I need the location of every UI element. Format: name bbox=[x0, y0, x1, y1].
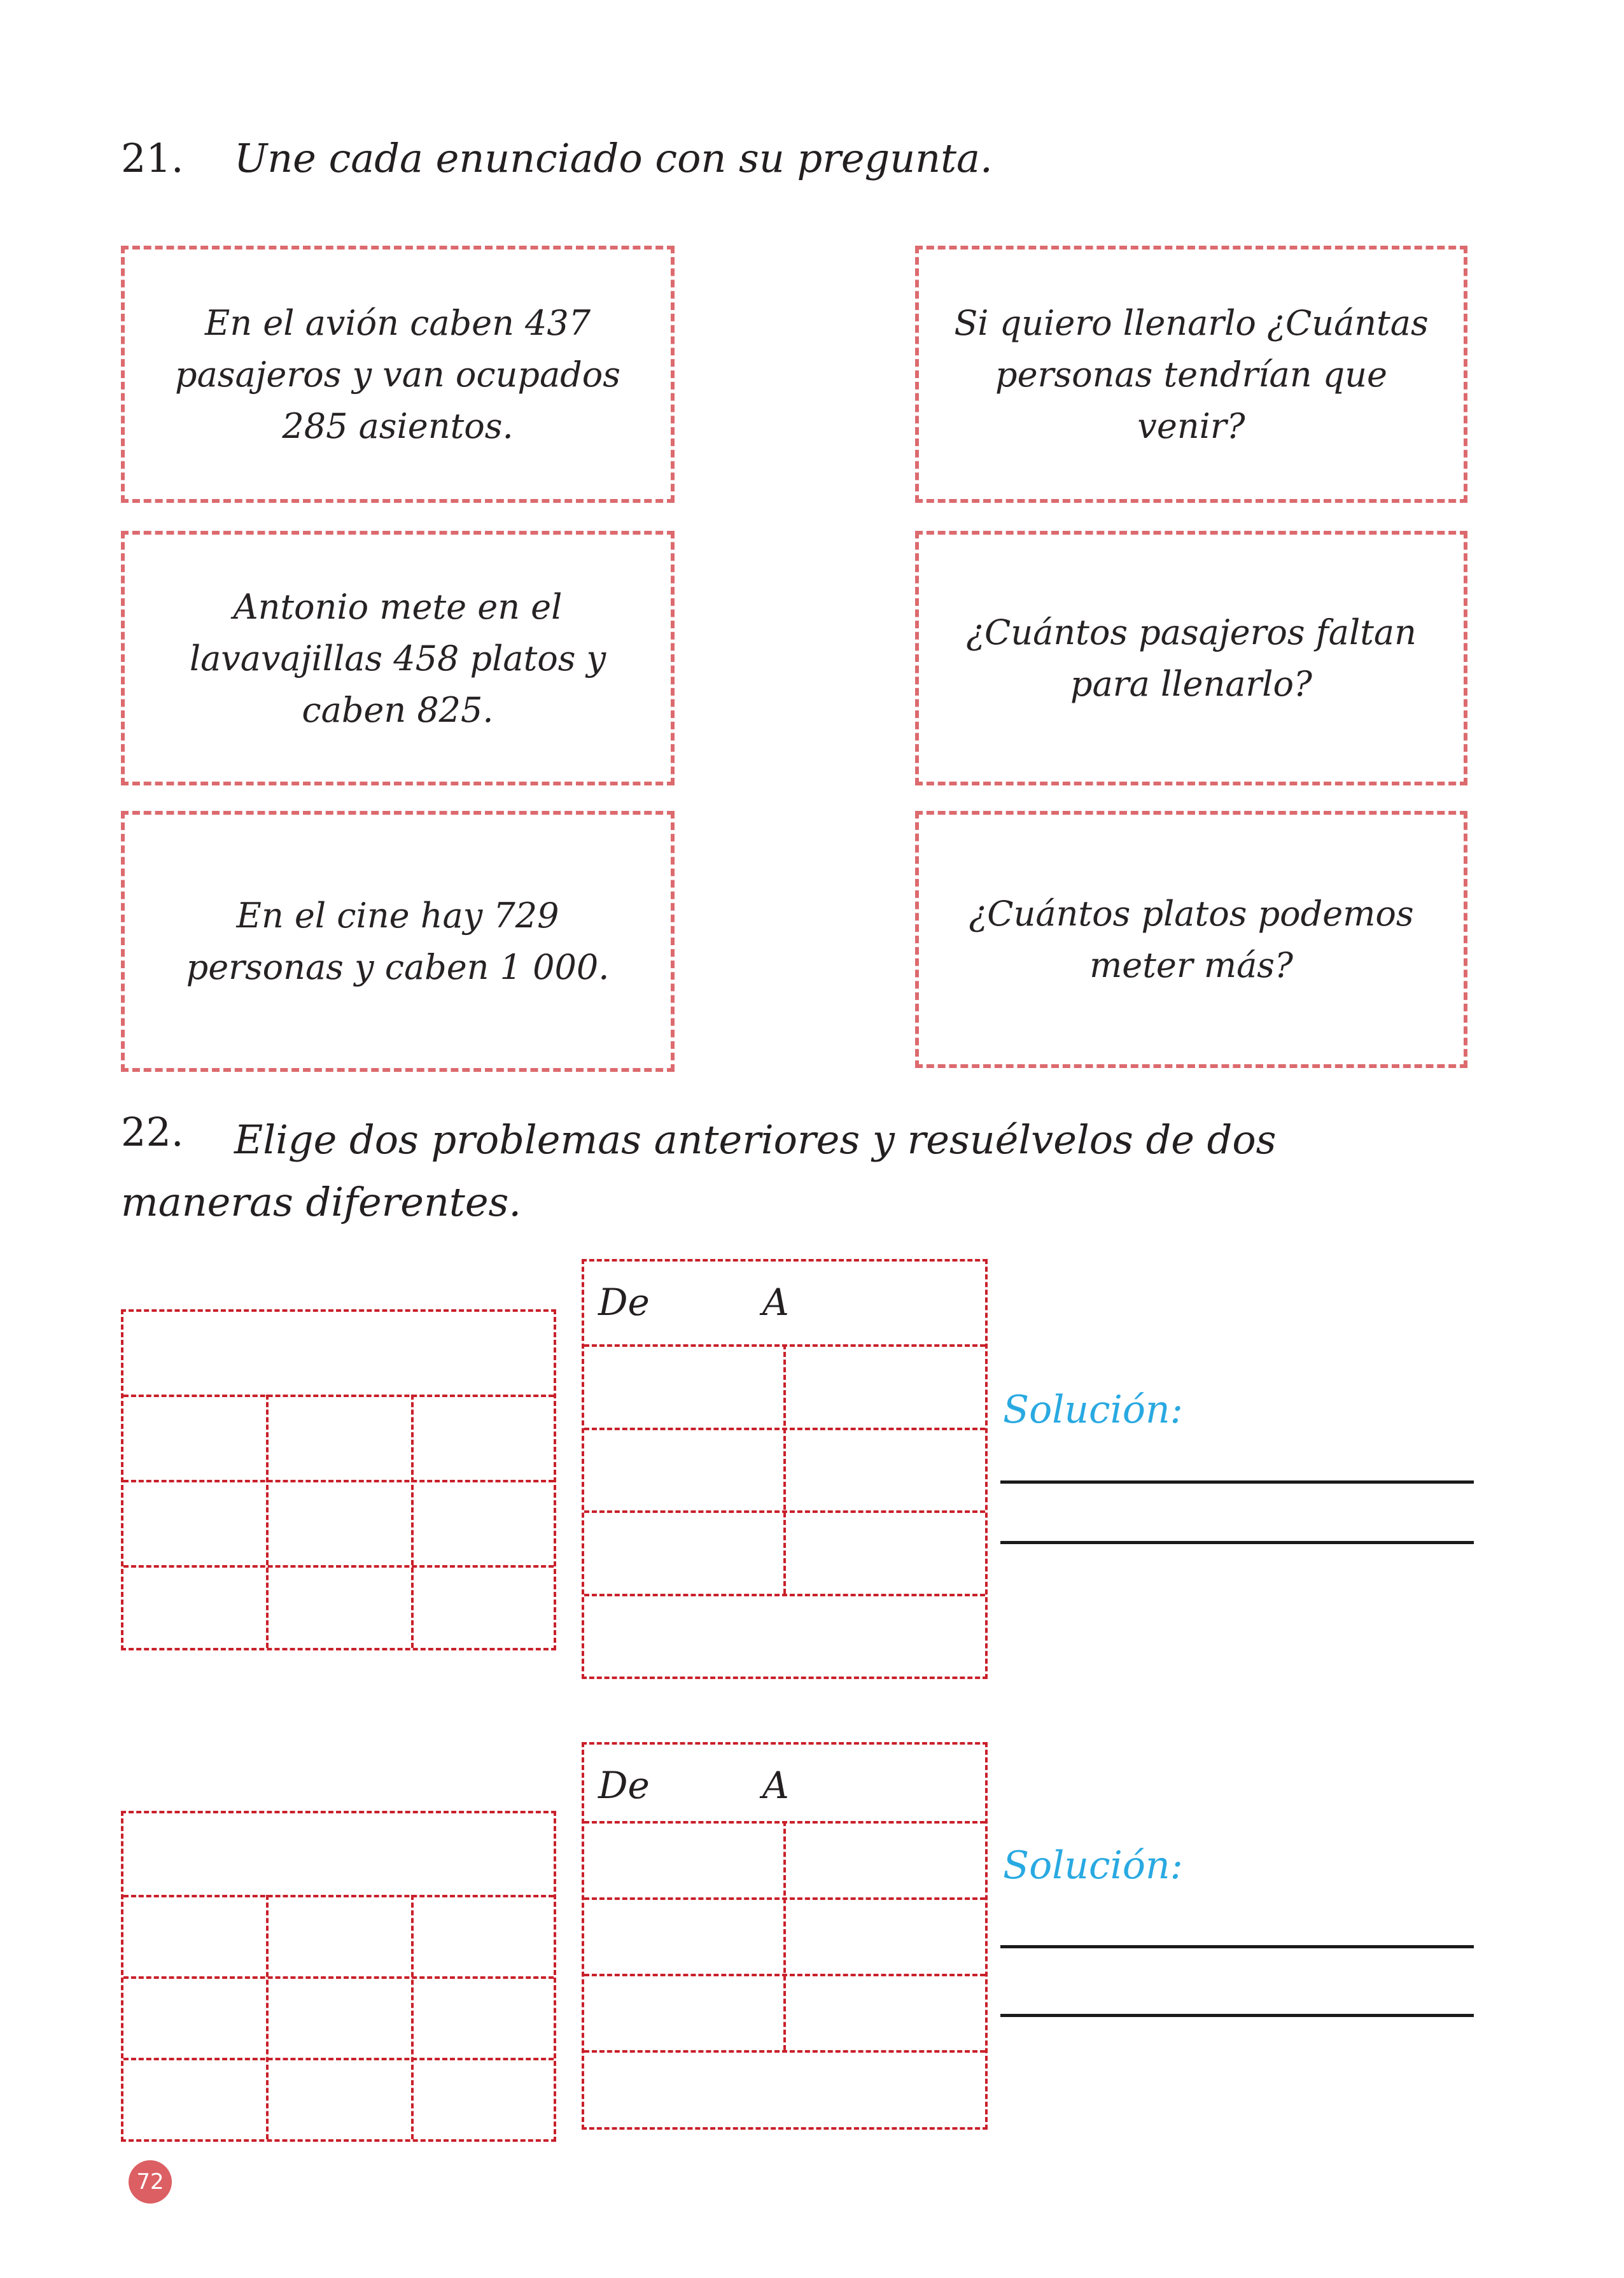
question-text-3: ¿Cuántos platos podemos meter más? bbox=[969, 894, 1414, 985]
work-grid-1[interactable] bbox=[121, 1309, 556, 1650]
answer-line-1b[interactable] bbox=[1000, 1541, 1474, 1544]
question-card-1[interactable] bbox=[915, 246, 1467, 503]
grid-divider-vertical bbox=[266, 1895, 269, 2139]
grid-divider-vertical bbox=[266, 1395, 269, 1648]
grid-divider-horizontal bbox=[123, 1480, 554, 1482]
grid-divider-horizontal bbox=[123, 1976, 554, 1979]
table-header-de: De bbox=[598, 1281, 650, 1324]
question-text-2: ¿Cuántos pasajeros faltan para llenarlo? bbox=[966, 612, 1417, 704]
solution-label-1: Solución: bbox=[1003, 1388, 1183, 1432]
page-number: 72 bbox=[136, 2169, 164, 2195]
grid-divider-horizontal bbox=[123, 1565, 554, 1568]
exercise-21-title: Une cada enunciado con su pregunta. bbox=[234, 135, 993, 181]
answer-line-2b[interactable] bbox=[1000, 2014, 1474, 2017]
de-a-table-2[interactable] bbox=[582, 1742, 988, 2130]
table-header-a: A bbox=[762, 1764, 789, 1807]
question-card-2[interactable] bbox=[915, 531, 1467, 785]
page-number-badge bbox=[129, 2160, 172, 2204]
table-divider-vertical bbox=[783, 1821, 786, 2050]
grid-divider-horizontal bbox=[123, 1395, 554, 1397]
statement-card-1[interactable] bbox=[121, 246, 675, 503]
de-a-table-1[interactable] bbox=[582, 1259, 988, 1679]
statement-text-3: En el cine hay 729 personas y caben 1 000. bbox=[186, 896, 610, 987]
answer-line-2a[interactable] bbox=[1000, 1945, 1474, 1948]
table-divider-horizontal bbox=[584, 1594, 985, 1596]
statement-card-2[interactable] bbox=[121, 531, 675, 785]
statement-text-1: En el avión caben 437 pasajeros y van ocupados 285 asientos. bbox=[175, 302, 620, 446]
statement-text-2: Antonio mete en el lavavajillas 458 platos y caben 825. bbox=[189, 586, 606, 730]
table-header-a: A bbox=[762, 1281, 789, 1324]
solution-label-2: Solución: bbox=[1003, 1843, 1183, 1888]
grid-divider-horizontal bbox=[123, 1895, 554, 1897]
exercise-22-number: 22. bbox=[121, 1109, 184, 1155]
question-text-1: Si quiero llenarlo ¿Cuántas personas tendrían que venir? bbox=[954, 302, 1429, 446]
grid-divider-horizontal bbox=[123, 2058, 554, 2060]
exercise-21-number: 21. bbox=[121, 135, 184, 181]
question-card-3[interactable] bbox=[915, 811, 1467, 1068]
exercise-22-title: Elige dos problemas anteriores y resuélvelos de dos maneras diferentes. bbox=[121, 1116, 1277, 1225]
statement-card-3[interactable] bbox=[121, 811, 675, 1072]
grid-divider-vertical bbox=[411, 1395, 414, 1648]
table-divider-vertical bbox=[783, 1344, 786, 1594]
grid-divider-vertical bbox=[411, 1895, 414, 2139]
work-grid-2[interactable] bbox=[121, 1811, 556, 2142]
answer-line-1a[interactable] bbox=[1000, 1480, 1474, 1484]
table-header-de: De bbox=[598, 1764, 650, 1807]
table-divider-horizontal bbox=[584, 2050, 985, 2053]
